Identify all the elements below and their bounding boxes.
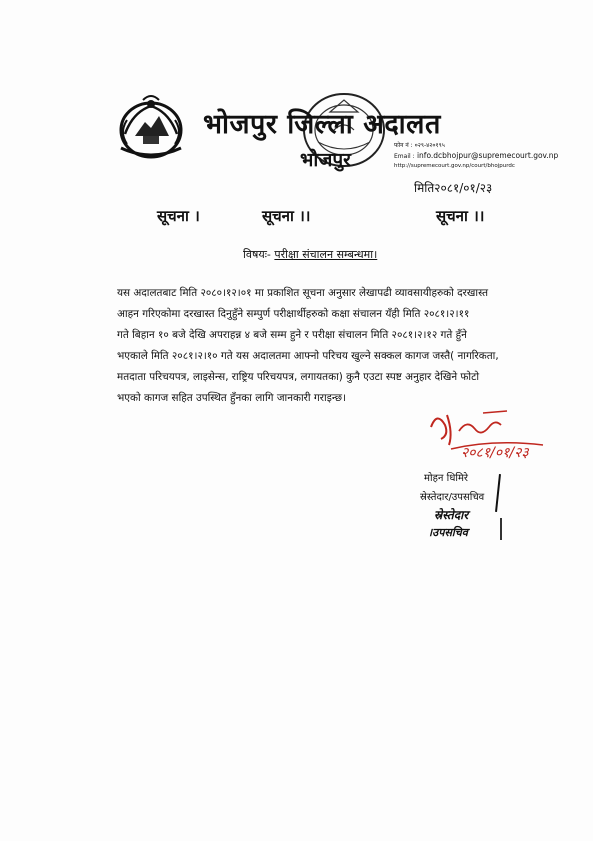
body-line: मतदाता परिचयपत्र, लाइसेन्स, राष्ट्रिय परिचयपत्र, लगायतका) कुनै एउटा स्पष्ट अनुहार देखिने फोटो [117, 371, 480, 383]
email-address: info.dcbhojpur@supremecourt.gov.np [416, 151, 559, 160]
court-place: भोजपुर [300, 149, 351, 171]
body-line: आहन गरिएकोमा दरखास्त दिनुहुँने सम्पुर्ण परीक्षार्थीहरुको कक्षा संचालन यँही मिति २०८१।२।११ [117, 308, 470, 320]
body-line: गते बिहान १० बजे देखि अपराहन्न ४ बजे सम्म हुने र परीक्षा संचालन मिति २०८१।२।१२ गते हुँने [117, 329, 467, 341]
phone-number: फोन नं : ०२९-४२०१९५ [394, 142, 445, 149]
notice-body [117, 283, 569, 409]
designation-stamp-line-2: ।उपसचिव [428, 526, 468, 539]
signer-designation: स्रेस्तेदार/उपसचिव [420, 492, 485, 503]
stamp-border-mark [500, 518, 502, 540]
stamp-border-mark [495, 474, 501, 512]
subject-line [243, 247, 377, 262]
signer-name: मोहन धिमिरे [424, 473, 469, 484]
subject-label: विषयः- [243, 248, 271, 261]
email-line [394, 150, 558, 162]
nepal-emblem-icon [113, 92, 189, 162]
body-line: भएको कागज सहित उपस्थित हुँनका लागि जानकारी गराइन्छ। [117, 392, 347, 404]
email-label: Email : [394, 153, 415, 160]
court-name: भोजपुर जिल्ला अदालत [203, 109, 441, 140]
document-date: मिति२०८१/०१/२३ [414, 181, 493, 195]
handwritten-date: २०८१/०१/२३ [461, 445, 529, 461]
notice-heading-1: सूचना । [157, 207, 200, 225]
body-line: भएकाले मिति २०८१।२।१० गते यस अदालतमा आफ्नो परिचय खुल्ने सक्कल कागज जस्तै( नागरिकता, [117, 350, 499, 362]
notice-heading-3: सूचना ।। [436, 207, 485, 225]
website-url: http://supremecourt.gov.np/court/bhojpurdc [394, 163, 515, 169]
handwritten-signature [423, 405, 548, 463]
contact-info [394, 142, 558, 170]
designation-stamp-line-1: स्रेस्तेदार [434, 508, 469, 522]
subject-text: परीक्षा संचालन सम्बन्धमा। [274, 248, 378, 261]
body-line: यस अदालतबाट मिति २०८०।१२।०१ मा प्रकाशित सूचना अनुसार लेखापढी व्यावसायीहरुको दरखास्त [117, 287, 489, 299]
notice-heading-2: सूचना ।। [262, 207, 311, 225]
